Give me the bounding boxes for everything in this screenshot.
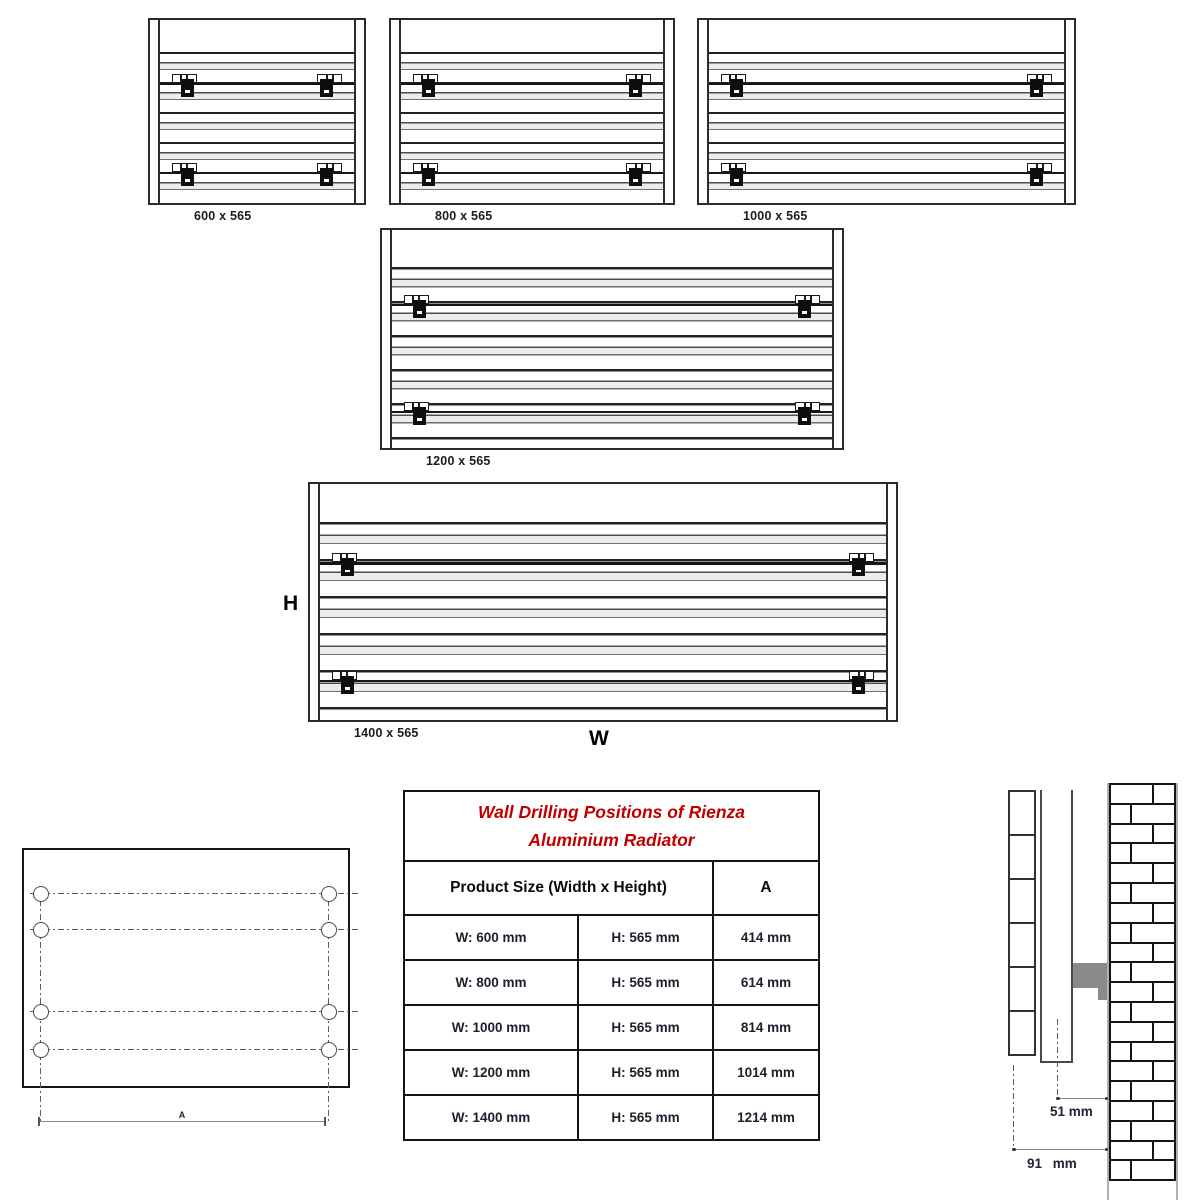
drill-hole	[321, 922, 337, 938]
a-cell: 614 mm	[713, 960, 819, 1005]
radiator-size-label: 1000 x 565	[743, 209, 808, 223]
width-dimension-letter: W	[589, 727, 609, 750]
dimension-line-51	[1057, 1098, 1107, 1099]
extension-line	[1057, 1019, 1058, 1099]
drill-hole	[33, 886, 49, 902]
radiator-section	[1008, 922, 1036, 968]
centerline	[30, 1049, 360, 1050]
height-cell: H: 565 mm	[578, 1050, 713, 1095]
centerline	[30, 893, 360, 894]
column-header-product-size: Product Size (Width x Height)	[404, 861, 713, 915]
mounting-bracket	[308, 163, 342, 190]
mounting-bracket	[404, 295, 438, 322]
drill-hole	[321, 1042, 337, 1058]
mounting-bracket	[1018, 74, 1052, 101]
dimension-text-51: 51 mm	[1050, 1104, 1093, 1119]
table-row	[404, 960, 819, 1005]
centerline	[30, 929, 360, 930]
table-title	[404, 791, 819, 861]
brick-wall	[1107, 783, 1178, 1200]
width-cell: W: 1400 mm	[404, 1095, 578, 1140]
drill-hole	[321, 886, 337, 902]
width-cell: W: 600 mm	[404, 915, 578, 960]
radiator-section	[1008, 878, 1036, 924]
drilling-positions-table	[403, 790, 820, 1141]
drill-hole	[33, 922, 49, 938]
wall-bracket	[1073, 963, 1108, 988]
mounting-bracket	[840, 671, 874, 698]
radiator-size-label: 800 x 565	[435, 209, 493, 223]
drill-hole	[321, 1004, 337, 1020]
drill-hole	[33, 1042, 49, 1058]
extension-line	[1013, 1065, 1014, 1150]
radiator-slats	[401, 52, 663, 201]
drill-hole	[33, 1004, 49, 1020]
radiator-size-label: 1200 x 565	[426, 454, 491, 468]
radiator-front-view-1200	[380, 228, 844, 468]
dimension-line-91	[1013, 1149, 1107, 1150]
height-dimension-letter: H	[283, 592, 299, 615]
mounting-bracket	[721, 74, 755, 101]
mounting-bracket	[413, 163, 447, 190]
radiator-size-label: 600 x 565	[194, 209, 252, 223]
radiator-slats	[320, 522, 886, 718]
radiator-slats	[709, 52, 1064, 201]
mounting-bracket	[332, 671, 366, 698]
centerline	[30, 1011, 360, 1012]
mounting-bracket	[617, 74, 651, 101]
mounting-bracket	[1018, 163, 1052, 190]
radiator-section	[1008, 790, 1036, 836]
dimension-line-a	[38, 1110, 326, 1122]
radiator-section	[1008, 834, 1036, 880]
mounting-bracket	[404, 402, 438, 429]
mounting-bracket	[786, 402, 820, 429]
table-row	[404, 1005, 819, 1050]
drilling-positions-diagram	[22, 848, 350, 1120]
radiator-section	[1008, 966, 1036, 1012]
radiator-front-view-800	[389, 18, 675, 223]
a-cell: 1014 mm	[713, 1050, 819, 1095]
width-cell: W: 1200 mm	[404, 1050, 578, 1095]
mounting-bracket	[332, 553, 366, 580]
radiator-side-profile	[1008, 790, 1036, 1056]
width-cell: W: 800 mm	[404, 960, 578, 1005]
radiator-front-view-600	[148, 18, 366, 223]
radiator-slats	[392, 267, 832, 446]
dimension-text-91: 91 mm	[1027, 1156, 1077, 1171]
column-header-a: A	[713, 861, 819, 915]
mounting-bracket	[172, 74, 206, 101]
radiator-size-label: 1400 x 565	[354, 726, 419, 740]
width-cell: W: 1000 mm	[404, 1005, 578, 1050]
mounting-bracket	[172, 163, 206, 190]
mounting-bracket	[413, 74, 447, 101]
radiator-section	[1008, 1010, 1036, 1056]
height-cell: H: 565 mm	[578, 960, 713, 1005]
mounting-bracket	[721, 163, 755, 190]
dimension-label-a: A	[178, 1110, 186, 1120]
height-cell: H: 565 mm	[578, 1005, 713, 1050]
table-row	[404, 1050, 819, 1095]
a-cell: 414 mm	[713, 915, 819, 960]
table-row	[404, 1095, 819, 1140]
wall-mount-side-view	[1005, 783, 1200, 1200]
height-cell: H: 565 mm	[578, 1095, 713, 1140]
radiator-slats	[160, 52, 354, 201]
table-title-line1: Wall Drilling Positions of Rienza	[477, 802, 746, 822]
a-cell: 1214 mm	[713, 1095, 819, 1140]
table-row	[404, 915, 819, 960]
mounting-bracket	[786, 295, 820, 322]
table-title-line2: Aluminium Radiator	[528, 830, 695, 850]
mounting-bracket	[617, 163, 651, 190]
mounting-bracket	[840, 553, 874, 580]
mounting-bracket	[308, 74, 342, 101]
a-cell: 814 mm	[713, 1005, 819, 1050]
height-cell: H: 565 mm	[578, 915, 713, 960]
radiator-front-view-1400	[283, 482, 898, 750]
radiator-front-view-1000	[697, 18, 1076, 223]
